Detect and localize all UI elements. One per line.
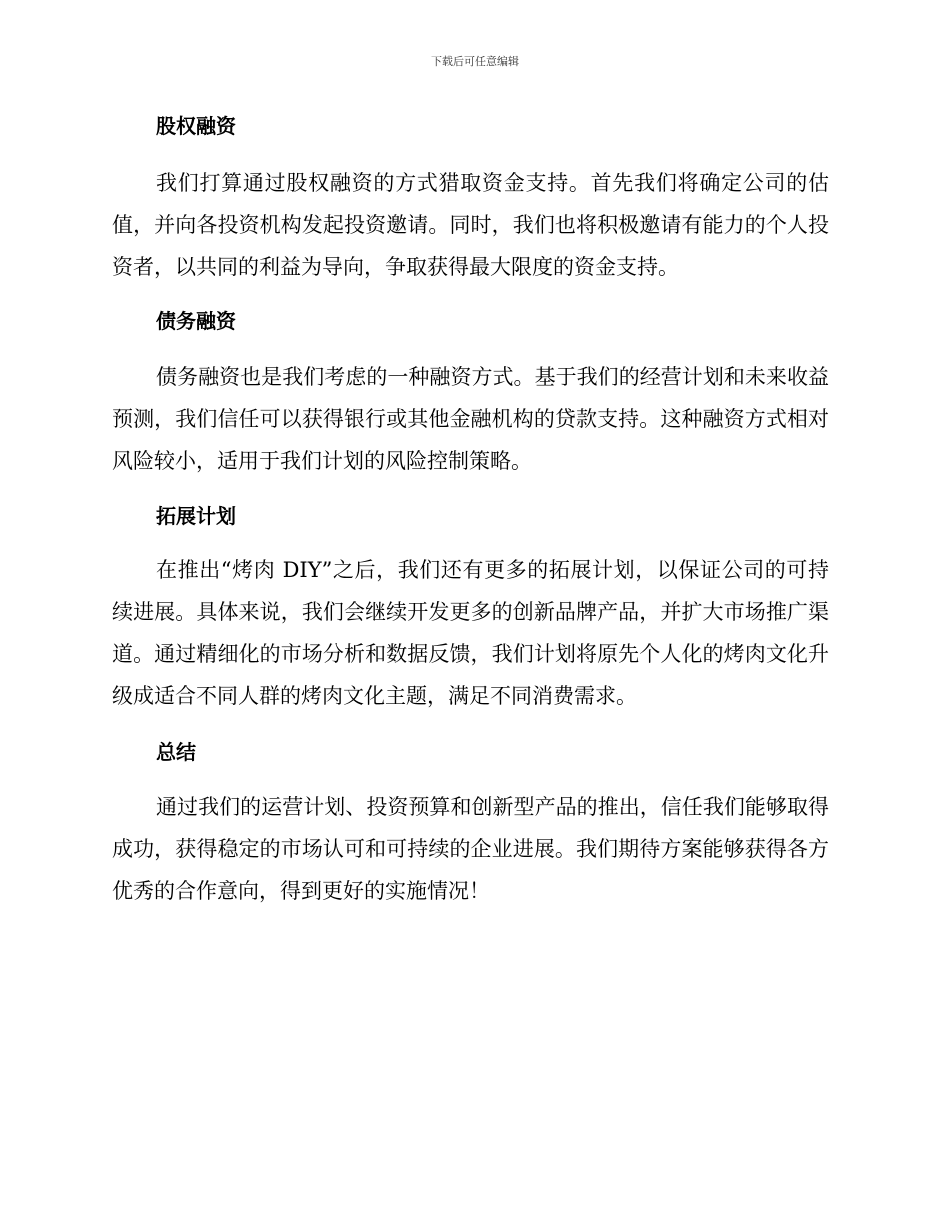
section-heading-summary: 总结 <box>156 740 196 764</box>
section-heading-debt-financing: 债务融资 <box>156 309 236 333</box>
header-note: 下载后可任意编辑 <box>431 55 519 68</box>
section-paragraph-equity-financing: 我们打算通过股权融资的方式猎取资金支持。首先我们将确定公司的估值，并向各投资机构发起投资邀请。同时，我们也将积极邀请有能力的个人投资者，以共同的利益为导向，争取获得最大限度的资金支持。 <box>112 171 829 279</box>
section-heading-expansion-plan: 拓展计划 <box>156 504 236 528</box>
section-paragraph-debt-financing: 债务融资也是我们考虑的一种融资方式。基于我们的经营计划和未来收益预测，我们信任可以获得银行或其他金融机构的贷款支持。这种融资方式相对风险较小，适用于我们计划的风险控制策略。 <box>112 365 829 473</box>
section-paragraph-summary: 通过我们的运营计划、投资预算和创新型产品的推出，信任我们能够取得成功，获得稳定的市场认可和可持续的企业进展。我们期待方案能够获得各方优秀的合作意向，得到更好的实施情况！ <box>112 795 829 903</box>
section-paragraph-expansion-plan: 在推出“烤肉 DIY”之后，我们还有更多的拓展计划，以保证公司的可持续进展。具体来说，我们会继续开发更多的创新品牌产品，并扩大市场推广渠道。通过精细化的市场分析和数据反馈，我们计划将原先个人化的烤肉文化升级成适合不同人群的烤肉文化主题，满足不同消费需求。 <box>112 558 829 708</box>
section-heading-equity-financing: 股权融资 <box>156 114 236 138</box>
